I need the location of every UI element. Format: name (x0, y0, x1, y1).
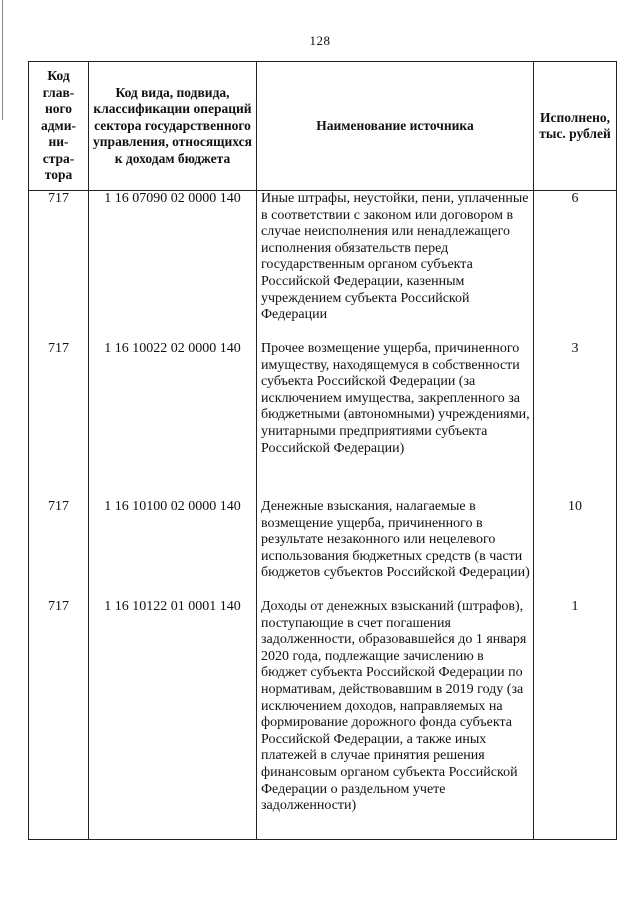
cell-admin-code: 717 (29, 191, 89, 342)
cell-source-name: Денежные взыскания, налагаемые в возмещение ущерба, причиненного в результате незаконного или нецелевого использования бюджетных средств (в части бюджетов субъектов Российской Федерации) (257, 499, 534, 599)
table-body (29, 191, 617, 840)
revenue-sources-table (28, 61, 617, 840)
cell-source-name: Доходы от денежных взысканий (штрафов), поступающие в счет погашения задолженности, образовавшейся до 1 января 2020 года, подлежащие зачислению в бюджет субъекта Российской Федерации по нормативам, действовавшим в 2019 году (за исключением доходов, направляемых на формирование дорожного фонда субъекта Российской Федерации, а также иных платежей в случае принятия решения финансовым органом субъекта Российской Федерации о раздельном учете задолженности) (257, 599, 534, 840)
cell-admin-code: 717 (29, 599, 89, 840)
cell-admin-code: 717 (29, 341, 89, 499)
table-row (29, 599, 617, 840)
cell-admin-code: 717 (29, 499, 89, 599)
table-row (29, 499, 617, 599)
header-executed-amount: Исполнено, тыс. рублей (534, 62, 617, 191)
cell-classification-code: 1 16 10022 02 0000 140 (89, 341, 257, 499)
header-admin-code (29, 62, 89, 191)
page-number: 128 (309, 33, 331, 48)
cell-executed-amount: 1 (534, 599, 617, 840)
cell-source-name: Прочее возмещение ущерба, причиненного имуществу, находящемуся в собственности субъекта Российской Федерации (за исключением имущества, закрепленного за бюджетными (автономными) учреждениями, унитарными предприятиями субъекта Российской Федерации) (257, 341, 534, 499)
cell-executed-amount: 6 (534, 191, 617, 342)
cell-classification-code: 1 16 10122 01 0001 140 (89, 599, 257, 840)
header-admin-code-text: Код глав-ного адми-ни-стра-тора (40, 68, 77, 183)
cell-executed-amount: 3 (534, 341, 617, 499)
table-header (29, 62, 617, 191)
header-classification-code: Код вида, подвида, классификации операций сектора государственного управления, относящихся к доходам бюджета (89, 62, 257, 191)
table-row (29, 191, 617, 342)
cell-classification-code: 1 16 10100 02 0000 140 (89, 499, 257, 599)
cell-source-name: Иные штрафы, неустойки, пени, уплаченные в соответствии с законом или договором в случае неисполнения или ненадлежащего исполнения обязательств перед государственным органом субъекта Российской Федерации, казенным учреждением субъекта Российской Федерации (257, 191, 534, 342)
header-source-name: Наименование источника (257, 62, 534, 191)
cell-executed-amount: 10 (534, 499, 617, 599)
cell-classification-code: 1 16 07090 02 0000 140 (89, 191, 257, 342)
table-row (29, 341, 617, 499)
scan-margin-line (2, 0, 3, 120)
